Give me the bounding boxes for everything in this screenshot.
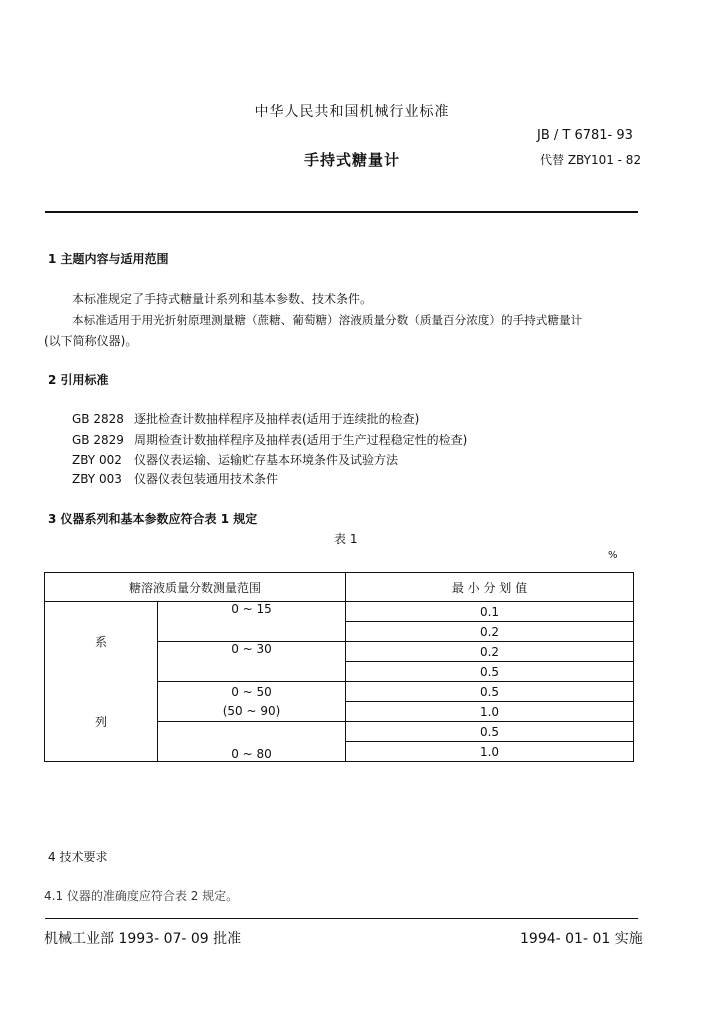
- column-header-value: 最 小 分 划 值: [346, 573, 634, 602]
- value-cell: 0.2: [346, 622, 634, 642]
- value-cell: 0.2: [346, 642, 634, 662]
- section-1-heading: 1 主题内容与适用范围: [48, 252, 169, 266]
- footer-divider: [45, 918, 638, 919]
- value-cell: 0.5: [346, 722, 634, 742]
- value-cell: 0.5: [346, 662, 634, 682]
- section-2-heading: 2 引用标准: [48, 373, 109, 387]
- standard-number: JB / T 6781- 93: [537, 128, 633, 143]
- issuing-authority: 中华人民共和国机械行业标准: [254, 104, 450, 120]
- section-4-heading: 4 技术要求: [48, 850, 108, 864]
- table-caption: 表 1: [334, 532, 358, 546]
- table-unit: %: [608, 550, 618, 561]
- section-1-para-3: (以下简称仪器)。: [44, 334, 138, 348]
- range-cell: 0 ~ 30: [158, 642, 346, 682]
- range-cell: 0 ~ 80: [158, 722, 346, 762]
- table-row: [45, 602, 634, 622]
- value-cell: 0.1: [346, 602, 634, 622]
- header-divider: [45, 211, 638, 213]
- table-row: [45, 682, 634, 702]
- parameters-table: [44, 572, 634, 762]
- column-header-range: 糖溶液质量分数测量范围: [45, 573, 346, 602]
- reference-item: ZBY 002 仪器仪表运输、运输贮存基本环境条件及试验方法: [72, 453, 399, 467]
- section-1-para-1: 本标准规定了手持式糖量计系列和基本参数、技术条件。: [72, 292, 373, 306]
- effective-date: 1994- 01- 01 实施: [520, 931, 643, 947]
- range-cell: (50 ~ 90): [158, 702, 346, 722]
- reference-item: GB 2828 逐批检查计数抽样程序及抽样表(适用于连续批的检查): [72, 412, 420, 426]
- category-label-bottom: 列: [45, 682, 158, 762]
- section-4-para-1: 4.1 仪器的准确度应符合表 2 规定。: [44, 889, 239, 903]
- range-cell: 0 ~ 15: [158, 602, 346, 642]
- value-cell: 0.5: [346, 682, 634, 702]
- category-label-top: 系: [45, 602, 158, 682]
- section-3-heading: 3 仪器系列和基本参数应符合表 1 规定: [48, 512, 258, 526]
- value-cell: 1.0: [346, 742, 634, 762]
- reference-item: GB 2829 周期检查计数抽样程序及抽样表(适用于生产过程稳定性的检查): [72, 433, 468, 447]
- document-title: 手持式糖量计: [303, 151, 400, 169]
- range-cell: 0 ~ 50: [158, 682, 346, 702]
- value-cell: 1.0: [346, 702, 634, 722]
- section-1-para-2: 本标准适用于用光折射原理测量糖（蔗糖、葡萄糖）溶液质量分数（质量百分浓度）的手持式糖量计: [72, 313, 583, 327]
- approval-date: 机械工业部 1993- 07- 09 批准: [44, 931, 242, 947]
- reference-item: ZBY 003 仪器仪表包装通用技术条件: [72, 472, 279, 486]
- replaces-standard: 代替 ZBY101 - 82: [540, 153, 642, 167]
